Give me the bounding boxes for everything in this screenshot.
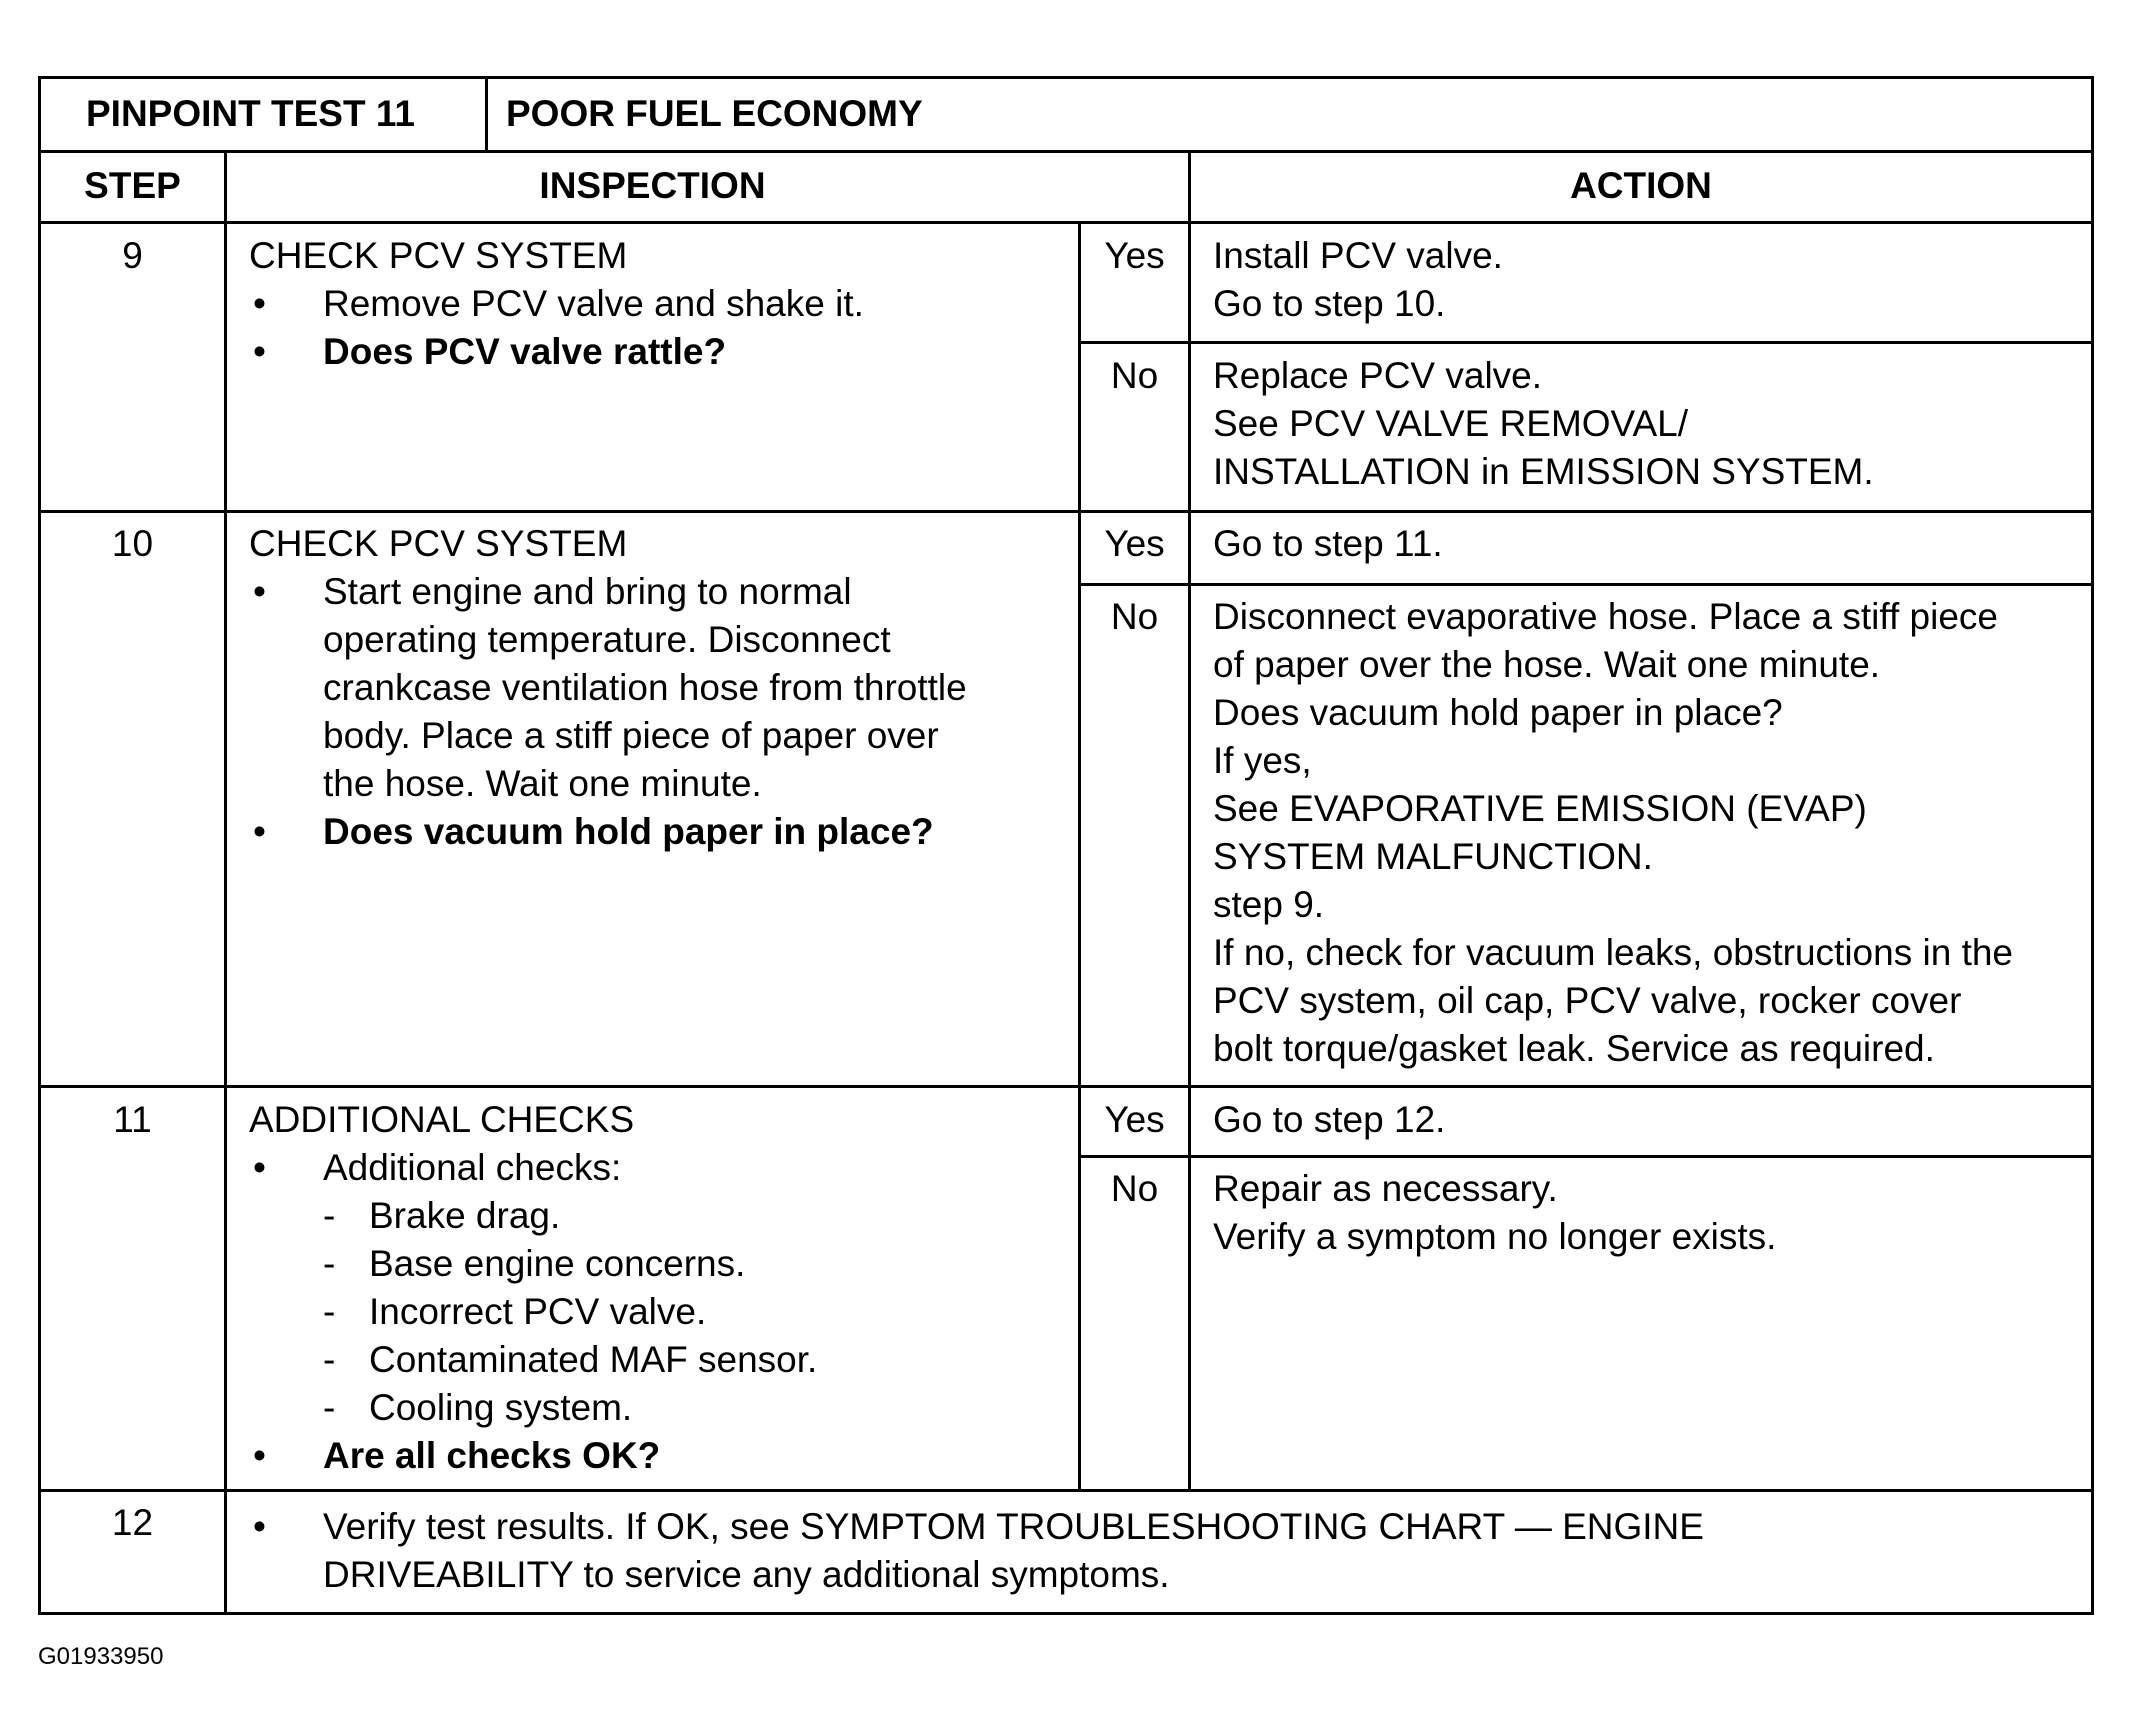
step-11-check-item: Incorrect PCV valve. xyxy=(369,1291,707,1332)
col-header-inspection: INSPECTION xyxy=(539,165,766,206)
bullet-icon: • xyxy=(253,811,266,852)
rule-yesno-col xyxy=(1078,221,1081,1489)
step-10-title: CHECK PCV SYSTEM xyxy=(249,523,628,564)
step-9-yes-action: Install PCV valve. xyxy=(1213,235,1503,276)
step-10-instruction: the hose. Wait one minute. xyxy=(323,763,762,804)
step-10-no-action: If no, check for vacuum leaks, obstructions in the xyxy=(1213,932,2013,973)
col-header-action: ACTION xyxy=(1570,165,1712,206)
figure-id: G01933950 xyxy=(38,1643,164,1670)
pinpoint-test-table xyxy=(38,76,2094,1615)
step-9-yes-action: Go to step 10. xyxy=(1213,283,1446,324)
rule-header-bottom xyxy=(41,221,2091,224)
step-10-yes-label: Yes xyxy=(1104,523,1165,564)
step-11-yes-action: Go to step 12. xyxy=(1213,1099,1446,1140)
rule-step9-bottom xyxy=(41,510,2091,513)
step-11-no-action: Repair as necessary. xyxy=(1213,1168,1558,1209)
dash-icon: - xyxy=(323,1291,336,1332)
rule-step11-bottom xyxy=(41,1489,2091,1492)
rule-title-divider xyxy=(485,79,488,150)
dash-icon: - xyxy=(323,1195,336,1236)
step-9-instruction: Remove PCV valve and shake it. xyxy=(323,283,864,324)
rule-title-bottom xyxy=(41,150,2091,153)
rule-step10-split xyxy=(1078,583,2091,586)
step-10-instruction: body. Place a stiff piece of paper over xyxy=(323,715,939,756)
step-9-no-action: INSTALLATION in EMISSION SYSTEM. xyxy=(1213,451,1874,492)
step-9-no-action: See PCV VALVE REMOVAL/ xyxy=(1213,403,1689,444)
step-9-no-label: No xyxy=(1110,355,1159,396)
dash-icon: - xyxy=(323,1339,336,1380)
test-label: PINPOINT TEST 11 xyxy=(86,93,415,134)
test-title: POOR FUEL ECONOMY xyxy=(506,93,923,134)
step-10-no-action: See EVAPORATIVE EMISSION (EVAP) xyxy=(1213,788,1867,829)
step-11-no-action: Verify a symptom no longer exists. xyxy=(1213,1216,1777,1257)
step-10-instruction: operating temperature. Disconnect xyxy=(323,619,891,660)
bullet-icon: • xyxy=(253,571,266,612)
step-11-check-item: Brake drag. xyxy=(369,1195,561,1236)
step-10-no-label: No xyxy=(1110,596,1159,637)
dash-icon: - xyxy=(323,1243,336,1284)
dash-icon: - xyxy=(323,1387,336,1428)
bullet-icon: • xyxy=(253,283,266,324)
step-12-instruction: DRIVEABILITY to service any additional symptoms. xyxy=(323,1554,1170,1595)
step-10-no-action: Does vacuum hold paper in place? xyxy=(1213,692,1783,733)
step-9-title: CHECK PCV SYSTEM xyxy=(249,235,628,276)
step-10-no-action: bolt torque/gasket leak. Service as required. xyxy=(1213,1028,1935,1069)
step-10-no-action: SYSTEM MALFUNCTION. xyxy=(1213,836,1653,877)
bullet-icon: • xyxy=(253,1435,266,1476)
step-10-question: Does vacuum hold paper in place? xyxy=(323,811,934,852)
step-number-12: 12 xyxy=(111,1502,154,1543)
rule-step-col xyxy=(224,150,227,1612)
step-12-instruction: Verify test results. If OK, see SYMPTOM TROUBLESHOOTING CHART — ENGINE xyxy=(323,1506,1704,1547)
col-header-step: STEP xyxy=(84,165,181,206)
step-10-no-action: Disconnect evaporative hose. Place a stiff piece xyxy=(1213,596,1998,637)
step-10-no-action: step 9. xyxy=(1213,884,1325,925)
rule-action-col xyxy=(1188,150,1191,1489)
step-11-check-item: Contaminated MAF sensor. xyxy=(369,1339,818,1380)
rule-step10-bottom xyxy=(41,1085,2091,1088)
step-10-no-action: PCV system, oil cap, PCV valve, rocker cover xyxy=(1213,980,1962,1021)
step-number-11: 11 xyxy=(113,1099,152,1140)
rule-step11-split xyxy=(1078,1155,2091,1158)
bullet-icon: • xyxy=(253,331,266,372)
step-11-check-item: Cooling system. xyxy=(369,1387,633,1428)
step-9-question: Does PCV valve rattle? xyxy=(323,331,727,372)
step-10-instruction: crankcase ventilation hose from throttle xyxy=(323,667,967,708)
step-number-9: 9 xyxy=(122,235,143,276)
step-10-yes-action: Go to step 11. xyxy=(1213,523,1443,564)
step-10-no-action: If yes, xyxy=(1213,740,1312,781)
step-11-instruction: Additional checks: xyxy=(323,1147,622,1188)
bullet-icon: • xyxy=(253,1506,266,1547)
rule-step9-split xyxy=(1078,341,2091,344)
step-11-check-item: Base engine concerns. xyxy=(369,1243,746,1284)
step-number-10: 10 xyxy=(111,523,154,564)
step-9-no-action: Replace PCV valve. xyxy=(1213,355,1543,396)
bullet-icon: • xyxy=(253,1147,266,1188)
step-10-instruction: Start engine and bring to normal xyxy=(323,571,852,612)
step-11-title: ADDITIONAL CHECKS xyxy=(249,1099,635,1140)
step-9-yes-label: Yes xyxy=(1104,235,1165,276)
step-11-yes-label: Yes xyxy=(1104,1099,1165,1140)
step-11-no-label: No xyxy=(1110,1168,1159,1209)
step-10-no-action: of paper over the hose. Wait one minute. xyxy=(1213,644,1881,685)
step-11-question: Are all checks OK? xyxy=(323,1435,661,1476)
